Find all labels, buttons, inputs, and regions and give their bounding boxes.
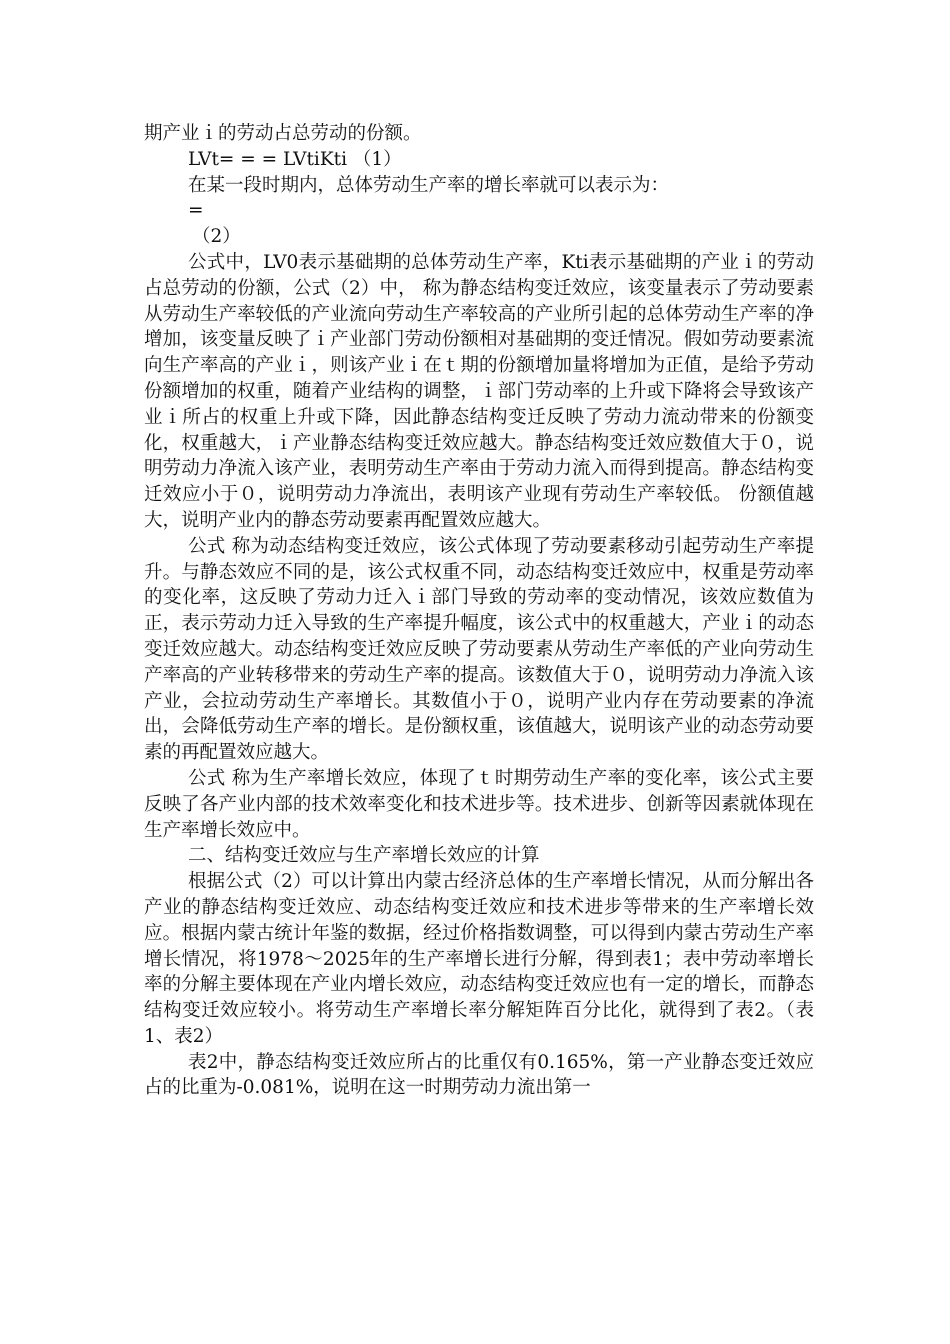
paragraph-productivity-effect: 公式 称为生产率增长效应，体现了ｔ时期劳动生产率的变化率，该公式主要反映了各产业内部的技术效率变化和技术进步等。技术进步、创新等因素就体现在生产率增长效应中。 [144, 767, 814, 841]
paragraph-dynamic-effect: 公式 称为动态结构变迁效应，该公式体现了劳动要素移动引起劳动生产率提升。与静态效应不同的是，该公式权重不同，动态结构变迁效应中，权重是劳动率的变化率，这反映了劳动力迁入ｉ部门导致的劳动率的变动情况，该效应数值为正，表示劳动力迁入导致的生产率提升幅度，该公式中的权重越大，产业ｉ的动态变迁效应越大。动态结构变迁效应反映了劳动要素从劳动生产率低的产业向劳动生产率高的产业转移带来的劳动生产率的提高。该数值大于０，说明劳动力净流入该产业，会拉动劳动生产率增长。其数值小于０，说明产业内存在劳动要素的净流出，会降低劳动生产率的增长。是份额权重，该值越大，说明该产业的动态劳动要素的再配置效应越大。 [144, 535, 814, 764]
paragraph-continuation: 期产业ｉ的劳动占总劳动的份额。 [144, 123, 422, 144]
paragraph-growth-rate-intro: 在某一段时期内，总体劳动生产率的增长率就可以表示为： [188, 174, 670, 196]
paragraph-calculation: 根据公式（2）可以计算出内蒙古经济总体的生产率增长情况，从而分解出各产业的静态结构变迁效应、动态结构变迁效应和技术进步等带来的生产率增长效应。根据内蒙古统计年鉴的数据，经过价格指数调整，可以得到内蒙古劳动生产率增长情况，将1978～2025年的生产率增长进行分解，得到表1；表中劳动率增长率的分解主要体现在产业内增长效应，动态结构变迁效应也有一定的增长，而静态结构变迁效应较小。将劳动生产率增长率分解矩阵百分比化，就得到了表2。（表1、表2） [144, 871, 814, 1047]
formula-2-number: （2） [192, 226, 241, 248]
formula-1: LVt= = = LVtiKti （1） [188, 148, 402, 170]
paragraph-table-2-analysis: 表2中，静态结构变迁效应所占的比重仅有0.165%，第一产业静态变迁效应占的比重为-0.081%，说明在这一时期劳动力流出第一 [144, 1051, 814, 1099]
paragraph-static-effect: 公式中，LV0表示基础期的总体劳动生产率，Kti表示基础期的产业ｉ的劳动占总劳动的份额，公式（2）中， 称为静态结构变迁效应，该变量表示了劳动要素从劳动生产率较低的产业流向劳动生产率较高的产业所引起的总体劳动生产率的净增加，该变量反映了ｉ产业部门劳动份额相对基础期的变迁情况。假如劳动要素流向生产率高的产业ｉ，则该产业ｉ在ｔ期的份额增加量将增加为正值，是给予劳动份额增加的权重，随着产业结构的调整，ｉ部门劳动率的上升或下降将会导致该产业ｉ所占的权重上升或下降，因此静态结构变迁反映了劳动力流动带来的份额变化，权重越大，ｉ产业静态结构变迁效应越大。静态结构变迁效应数值大于０，说明劳动力净流入该产业，表明劳动生产率由于劳动力流入而得到提高。静态结构变迁效应小于０，说明劳动力净流出，表明该产业现有劳动生产率较低。 份额值越大，说明产业内的静态劳动要素再配置效应越大。 [144, 251, 814, 531]
formula-2-equals: = [188, 200, 204, 222]
document-body [144, 121, 814, 1101]
section-heading: 二、结构变迁效应与生产率增长效应的计算 [188, 845, 540, 867]
